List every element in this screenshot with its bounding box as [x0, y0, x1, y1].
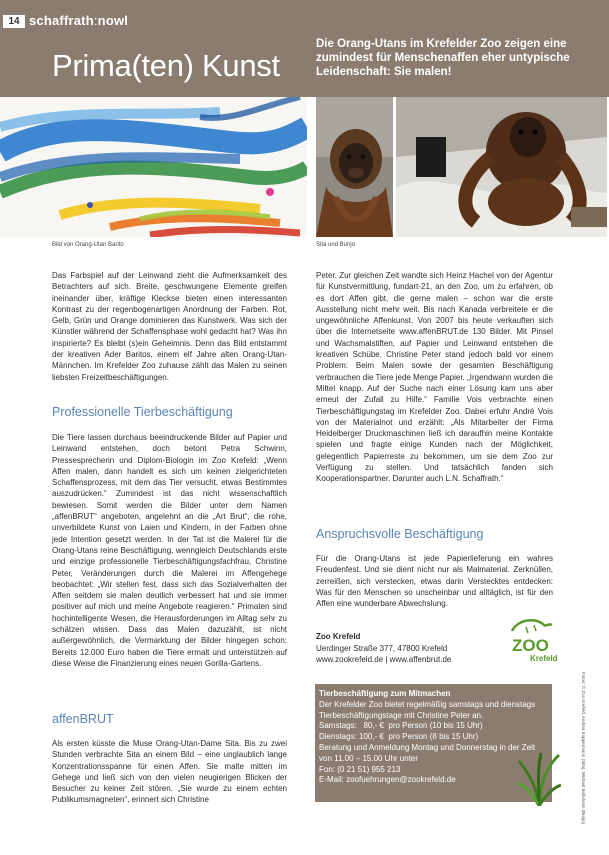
photo-bunjo	[396, 97, 607, 237]
heading-affenbrut: affenBRUT	[52, 712, 114, 726]
article-section2	[52, 738, 287, 806]
zoo-name: Zoo Krefeld	[316, 632, 361, 641]
caption-painting: Bild von Orang-Utan Barito	[52, 242, 124, 248]
infobox-line: Samstags: 80,- € pro Person (10 bis 15 Uhr)	[319, 721, 483, 731]
infobox-line: Der Krefelder Zoo bietet regelmäßig samstags und dienstags Tierbeschäftigungstage mit Christine Peter an.	[319, 699, 536, 720]
article-intro	[52, 270, 287, 383]
painting-image	[0, 97, 307, 237]
infobox-phone: Fon: (0 21 51) 955 213	[319, 764, 401, 774]
infobox-line: Beratung und Anmeldung Montag und Donnerstag in der Zeit von 11.00 – 15.00 Uhr unter	[319, 742, 536, 763]
brand-logo	[29, 13, 128, 28]
photo-credit: Fotos: © Zoo Krefeld, Andrea Koppermann (Sita), Michael Bolleheim (Bunjo)	[581, 672, 586, 825]
page-title: Prima(ten) Kunst	[52, 48, 280, 83]
logo-word: ZOO	[512, 636, 549, 655]
page-subtitle: Die Orang-Utans im Krefelder Zoo zeigen eine zumindest für Menschenaffen eher untypische Leidenschaft: Sie malen!	[316, 38, 570, 78]
page-header	[0, 0, 609, 97]
zoo-krefeld-logo	[508, 617, 560, 663]
brand-separator: :	[93, 13, 98, 28]
intro-text: Das Farbspiel auf der Leinwand zieht die Aufmerksamkeit des Betrachters auf sich. Breite, geschwungene Elemente greifen ineinander über, kräftige Kleckse bieten einen interessanten Kontrast zu der regenbogenartigen Anordnung der Farben. Rot, Gelb, Grün und Orange dominieren das Kunstwerk. Was sich der Künstler während der Schaffensphase wohl gedacht hat? Was ihn inspirierte? Es bleibt (s)ein Geheimnis. Denn das Bild entstammt der kreativen Ader Baritos, einem elf Jahre alten Orang-Utan-Männchen. Im Krefelder Zoo zuhause zählt das Malen zu seinen liebsten Freizeitbeschäftigungen.	[52, 271, 287, 382]
section3-text: Für die Orang-Utans ist jede Papierlieferung ein wahres Freudenfest. Und sie dient nicht nur als Malmaterial. Zerknüllen, zerreißen, sich verstecken, etwas darin Verstecktes entdecken: Was für den Menschen so unscheinbar und alltäglich, ist für den Affen eine wunderbare Abwechslung.	[316, 554, 553, 609]
logo-city: Krefeld	[530, 654, 558, 663]
heading-professionelle: Professionelle Tierbeschäftigung	[52, 405, 233, 419]
zoo-address: Uerdinger Straße 377, 47800 Krefeld	[316, 643, 448, 653]
brand-main: schaffrath	[29, 13, 94, 28]
article-section3	[316, 553, 553, 609]
page-number: 14	[3, 15, 25, 28]
infobox-line: Dienstags: 100,- € pro Person (8 bis 15 Uhr)	[319, 732, 479, 742]
section1-text: Die Tiere lassen durchaus beeindruckende Bilder auf Papier und Leinwand entstehen, doch betont Petra Schwinn, Pressesprecherin und Diplom-Biologin im Zoo Krefeld: „Wenn Affen malen, dann handelt es sich um keinen zielgerichteten Schaffensprozess, mit dem das Tier versucht, etwas Bestimmtes auszudrücken.“ Zumindest ist das nicht wissenschaftlich bewiesen. Somit werden die Bilder unter dem Namen „affenBRUT“ angeboten, angelehnt an die „Art Brut“, die rohe, unverbildete Kunst von Laien und Kindern, in der Farben ohne jede Intention gesetzt werden. In der Tat ist die Malerei für die Orang-Utans reine Beschäftigung, wenngleich Deutschlands erste und einzige professionelle Tierbeschäftigungsfachfrau, Christine Peter, Veränderungen durch die Malerei im Affengehege beobachtet: „Wir stellen fest, dass sich das Sozialverhalten der Affen seitdem sie malen deutlich verbessert hat und sie immer positiver auf mich und meine Angebote reagieren.“ Primaten sind hochintelligente Wesen, die Herausforderungen im Alltag sehr zu schätzen wissen. Dass das Malen dazuzählt, ist nicht außergewöhnlich, die Vermarktung der Bilder hingegen schon: Bereits 12.000 Euro haben die Tiere ermalt und unterstützen auf diese Weise die Finanzierung eines neuen Gorilla-Gartens.	[52, 433, 287, 668]
infobox-title: Tierbeschäftigung zum Mitmachen	[319, 689, 451, 698]
section2-text: Als ersten küsste die Muse Orang-Utan-Dame Sita. Bis zu zwei Stunden verbrachte Sita an einem Bild – eine unglaublich lange Konzentrationsspanne für einen Affen. Sie malte mitten im Gehege und ließ sich von den vielen neugierigen Blicken der Besucher zu keiner Zeit stören. „Sie wurde zu einem echten Publikumsmagneten“, erinnert sich Christine	[52, 739, 287, 805]
brand-sub: nowl	[97, 13, 129, 28]
plant-decoration	[517, 751, 561, 806]
right-col-text: Peter. Zur gleichen Zeit wandte sich Heinz Hachel von der Agentur für Kunstvermittlung, fundart-21, an den Zoo, um zu erfahren, ob es dort Affen gibt, die gerne malen – schon war die erste Ausstellung nicht mehr weit. Bis nach Kanada verbreitete er die ungewöhnliche Affenkunst. Von 2007 bis heute verkauften sich über die Internetseite www.affenBRUT.de 130 Bilder. Mit Pinsel und Wachsmalstiften, auf Papier und Leinwand entstehen die kreativen Schübe. Christine Peter stand jedoch bald vor einem Problem: Beim Malen sowie der gesamten Beschäftigung verbrauchen die Tiere jede Menge Papier. „Irgendwann wurden die Mittel knapp. Auf der Suche nach einer Lösung kam uns aber erneut der Zufall zu Hilfe.“ Familie Vois verbrachte einen Tierbeschäftigungstag im Krefelder Zoo. Dabei erfuhr André Vois von der Materialnot und erzählt: „Als Mitarbeiter der Firma Heidelberger Druckmaschinen ließ ich daraufhin meine Kontakte spielen und fragte einige Kunden nach der Möglichkeit, gelegentlich Papierreste zu bekommen, um sie dem Zoo zur Verfügung zu stellen. Und tatsächlich fanden sich Kooperationspartner. Darunter auch L.N. Schaffrath.“	[316, 271, 553, 484]
infobox-email[interactable]: E-Mail: zoofuehrungen@zookrefeld.de	[319, 775, 456, 785]
photo-sita	[316, 97, 393, 237]
zoo-web[interactable]: www.zookrefeld.de | www.affenbrut.de	[316, 655, 452, 664]
zoo-contact	[316, 631, 536, 666]
heading-anspruchsvolle: Anspruchsvolle Beschäftigung	[316, 527, 484, 541]
caption-photos: Sita und Bunjo	[316, 242, 356, 248]
article-right-column	[316, 270, 553, 485]
article-section1	[52, 432, 287, 669]
